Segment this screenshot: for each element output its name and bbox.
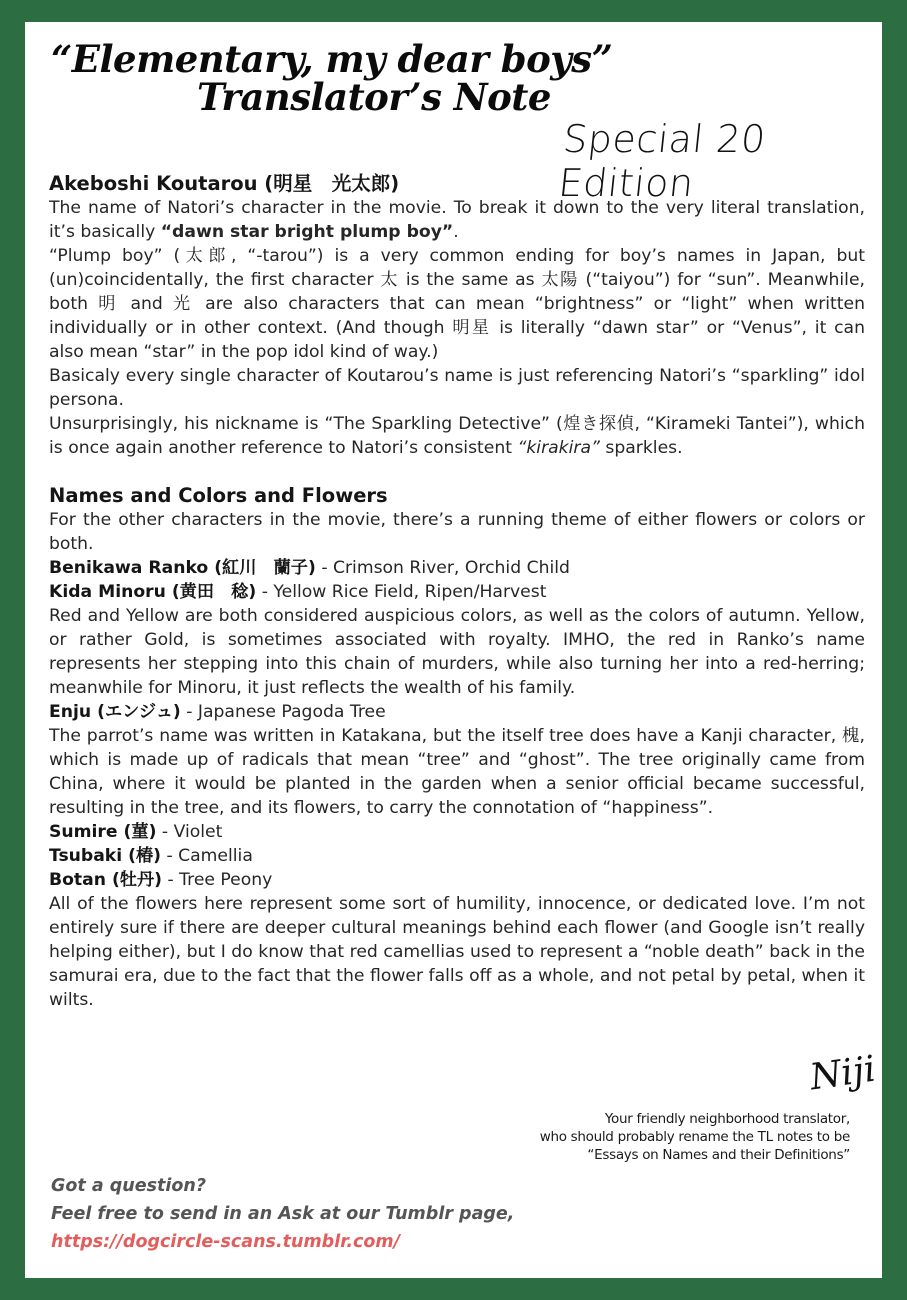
credit-line: Your friendly neighborhood translator, xyxy=(604,1111,850,1127)
question-label: Got a question? xyxy=(51,1176,207,1196)
paragraph: For the other characters in the movie, there’s a running theme of either flowers or colors or both. xyxy=(49,510,865,554)
ask-label: Feel free to send in an Ask at our Tumblr page, xyxy=(51,1204,515,1224)
paragraph xyxy=(49,196,865,244)
page-title xyxy=(51,37,613,119)
title-line-2: Translator’s Note xyxy=(197,75,551,119)
name-entry xyxy=(49,868,865,892)
paragraph: All of the flowers here represent some sort of humility, innocence, or dedicated love. I’m not entirely sure if there are deeper cultural meanings behind each flower (and Google isn’t really helping either), but I do know that red camellias used to represent a “noble death” back in the samurai era, due to the fact that the flower falls off as a whole, and not petal by petal, when it wilts. xyxy=(49,894,865,1010)
name-entry xyxy=(49,844,865,868)
paragraph: Red and Yellow are both considered auspicious colors, as well as the colors of autumn. Yellow, or rather Gold, is sometimes associated with royalty. IMHO, the red in Ranko’s name represents her stepping into this chain of murders, while also turning her into a red-herring; meanwhile for Minoru, it just reflects the wealth of his family. xyxy=(49,606,865,698)
section-heading-names: Names and Colors and Flowers xyxy=(49,484,388,507)
paragraph: “Plump boy” (太郎, “-tarou”) is a very common ending for boy’s names in Japan, but (un)coincidentally, the first character 太 is the same as 太陽 (“taiyou”) for “sun”. Meanwhile, both 明 and 光 are also characters that can mean “brightness” or “light” when written individually or in other context. (And though 明星 is literally “dawn star” or “Venus”, it can also mean “star” in the pop idol kind of way.) xyxy=(49,246,865,362)
section-heading-akeboshi: Akeboshi Koutarou (明星 光太郎) xyxy=(49,172,400,195)
entry-desc: - Tree Peony xyxy=(162,870,273,890)
entry-desc: - Camellia xyxy=(161,846,253,866)
credit-line: “Essays on Names and their Definitions” xyxy=(587,1147,850,1163)
notes-body xyxy=(49,172,865,1012)
entry-name: Benikawa Ranko (紅川 蘭子) xyxy=(49,558,316,578)
bold-phrase: “dawn star bright plump boy” xyxy=(160,222,454,242)
paragraph xyxy=(49,412,865,460)
entry-name: Tsubaki (椿) xyxy=(49,846,162,866)
entry-desc: - Japanese Pagoda Tree xyxy=(180,702,386,722)
entry-desc: - Yellow Rice Field, Ripen/Harvest xyxy=(256,582,547,602)
text: . xyxy=(453,222,459,242)
entry-name: Sumire (菫) xyxy=(49,822,157,842)
page xyxy=(25,22,882,1278)
entry-name: Botan (牡丹) xyxy=(49,870,163,890)
text: The name of Natori’s character in the movie. To break it down to the very literal translation, it’s basically xyxy=(49,198,865,242)
name-entry xyxy=(49,556,865,580)
text: Unsurprisingly, his nickname is “The Sparkling Detective” (煌き探偵, “Kirameki Tantei”), which is once again another reference to Natori’s consistent xyxy=(49,414,865,458)
credit-line: who should probably rename the TL notes to be xyxy=(539,1129,850,1145)
name-entry xyxy=(49,580,865,604)
paragraph: Basicaly every single character of Koutarou’s name is just referencing Natori’s “sparkling” idol persona. xyxy=(49,366,865,410)
entry-name: Enju (エンジュ) xyxy=(49,702,181,722)
paragraph: The parrot’s name was written in Katakana, but the itself tree does have a Kanji character, 槐, which is made up of radicals that mean “tree” and “ghost”. The tree originally came from China, where it would be planted in the garden when a senior official became successful, resulting in the tree, and its flowers, to carry the connotation of “happiness”. xyxy=(49,726,865,818)
name-entry xyxy=(49,820,865,844)
translator-credit xyxy=(540,1110,850,1164)
entry-desc: - Crimson River, Orchid Child xyxy=(315,558,570,578)
entry-name: Kida Minoru (黄田 稔) xyxy=(49,582,257,602)
title-line-1: “Elementary, my dear boys” xyxy=(51,37,613,81)
signature: Niji xyxy=(807,1048,879,1099)
edition-label: Special 20 Edition xyxy=(556,117,768,205)
entry-desc: - Violet xyxy=(156,822,223,842)
tumblr-link[interactable]: https://dogcircle-scans.tumblr.com/ xyxy=(51,1232,401,1252)
name-entry xyxy=(49,700,865,724)
text: sparkles. xyxy=(599,438,683,458)
italic-phrase: “kirakira” xyxy=(517,438,600,458)
contact-footer xyxy=(51,1172,514,1256)
